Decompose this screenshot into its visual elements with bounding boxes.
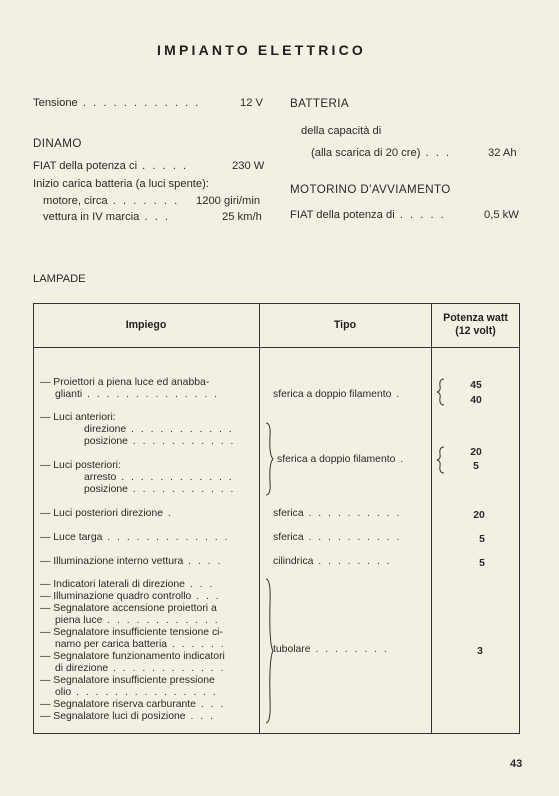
row-post-direzione-tipo: sferica . . . . . . . . . . (273, 508, 402, 519)
motorino-label: FIAT della potenza di . . . . . (290, 209, 446, 221)
row-posteriori-line2: arresto . . . . . . . . . . . . (84, 472, 234, 483)
row-targa-watt: 5 (479, 534, 485, 545)
row-anteriori-line1: — Luci anteriori: (40, 412, 116, 423)
table-col-divider-2 (431, 303, 432, 734)
row-interno-tipo: cilindrica . . . . . . . . (273, 556, 392, 567)
motore-label: motore, circa . . . . . . . (43, 195, 180, 207)
row-group-7: — Segnalatore riserva carburante . . . (40, 699, 226, 710)
brace-icon (436, 446, 446, 474)
motorino-heading: MOTORINO D'AVVIAMENTO (290, 183, 451, 196)
row-group-2: — Illuminazione quadro controllo . . . (40, 591, 221, 602)
row-luci-watt-1: 20 (470, 447, 482, 458)
scarica-label: (alla scarica di 20 cre) . . . (311, 147, 452, 159)
row-luci-tipo: sferica a doppio filamento . (277, 454, 406, 465)
dinamo-heading: DINAMO (33, 137, 82, 150)
row-group-6a: — Segnalatore insufficiente pressione (40, 675, 215, 686)
row-interno: — Illuminazione interno vettura . . . . (40, 556, 223, 567)
row-group-3a: — Segnalatore accensione proiettori a (40, 603, 217, 614)
page-number: 43 (510, 758, 523, 770)
scarica-value: 32 Ah (488, 147, 517, 159)
col-header-impiego: Impiego (125, 319, 167, 331)
row-interno-watt: 5 (479, 558, 485, 569)
row-posteriori-line1: — Luci posteriori: (40, 460, 121, 471)
lampade-heading: LAMPADE (33, 273, 86, 285)
row-group-8: — Segnalatore luci di posizione . . . (40, 711, 215, 722)
row-group-6b: olio . . . . . . . . . . . . . . . (55, 687, 218, 698)
row-proiettori-line2: glianti . . . . . . . . . . . . . . (55, 389, 219, 400)
row-group-3b: piena luce . . . . . . . . . . . . (55, 615, 220, 626)
inizio-carica-text: Inizio carica batteria (a luci spente): (33, 178, 209, 190)
row-proiettori-line1: — Proiettori a piena luce ed anabba- (40, 377, 210, 388)
row-group-tipo: tubolare . . . . . . . . (273, 644, 389, 655)
brace-icon (436, 378, 446, 406)
brace-icon (264, 422, 274, 496)
tensione-value: 12 V (240, 97, 264, 109)
row-anteriori-line3: posizione . . . . . . . . . . . (84, 436, 236, 447)
row-group-5b: di direzione . . . . . . . . . . . . (55, 663, 226, 674)
dinamo-potenza-value: 230 W (232, 160, 265, 172)
page-title: IMPIANTO ELETTRICO (157, 42, 367, 58)
row-posteriori-line3: posizione . . . . . . . . . . . (84, 484, 236, 495)
batteria-heading: BATTERIA (290, 97, 350, 110)
row-proiettori-watt-1: 45 (470, 380, 482, 391)
dinamo-potenza-label: FIAT della potenza ci . . . . . (33, 160, 189, 172)
row-post-direzione-watt: 20 (473, 510, 485, 521)
col-header-potenza: Potenza watt (443, 312, 508, 324)
row-group-5a: — Segnalatore funzionamento indicatori (40, 651, 225, 662)
row-proiettori-watt-2: 40 (470, 395, 482, 406)
vettura-value: 25 km/h (222, 211, 262, 223)
row-targa: — Luce targa . . . . . . . . . . . . . (40, 532, 230, 543)
row-group-4a: — Segnalatore insufficiente tensione ci- (40, 627, 223, 638)
motorino-value: 0,5 kW (484, 209, 519, 221)
col-header-tipo: Tipo (333, 319, 357, 331)
tensione-label: Tensione . . . . . . . . . . . . (33, 97, 201, 109)
row-group-1: — Indicatori laterali di direzione . . . (40, 579, 215, 590)
row-targa-tipo: sferica . . . . . . . . . . (273, 532, 402, 543)
row-group-watt: 3 (477, 646, 483, 657)
row-anteriori-line2: direzione . . . . . . . . . . . (84, 424, 234, 435)
row-luci-watt-2: 5 (473, 461, 479, 472)
row-post-direzione: — Luci posteriori direzione . (40, 508, 173, 519)
table-col-divider-1 (259, 303, 260, 734)
motore-value: 1200 giri/min (196, 195, 261, 207)
table-header-divider (33, 347, 520, 348)
col-header-potenza-sub: (12 volt) (455, 325, 496, 337)
capacita-label: della capacità di (301, 125, 382, 137)
vettura-label: vettura in IV marcia . . . (43, 211, 171, 223)
row-proiettori-tipo: sferica a doppio filamento . (273, 389, 402, 400)
row-group-4b: namo per carica batteria . . . . . . (55, 639, 226, 650)
